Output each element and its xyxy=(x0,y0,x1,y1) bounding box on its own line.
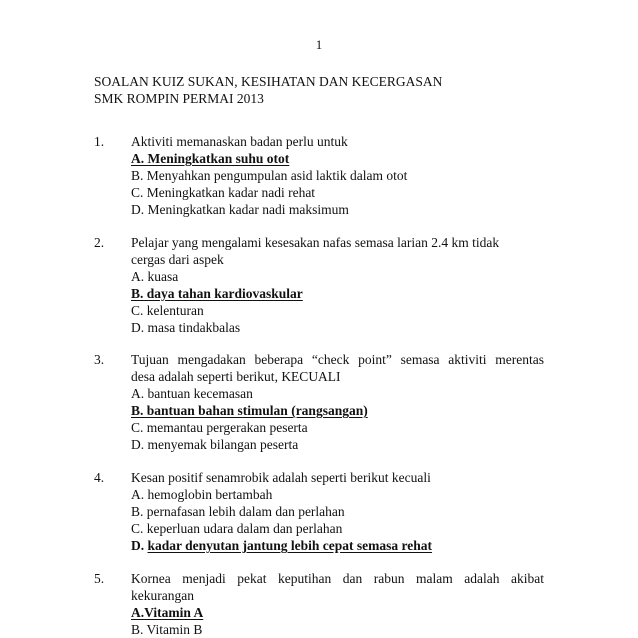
question-number: 3. xyxy=(94,352,105,367)
option-a: A. hemoglobin bertambah xyxy=(131,487,273,502)
question-text-line-1: Pelajar yang mengalami kesesakan nafas semasa larian 2.4 km tidak xyxy=(131,235,500,250)
option-a-correct: A. Meningkatkan suhu otot xyxy=(131,151,290,166)
question-text-line-1: Kornea menjadi pekat keputihan dan rabun malam adalah akibat xyxy=(131,571,544,586)
question-number: 1. xyxy=(94,134,105,149)
question-number: 5. xyxy=(94,571,105,586)
option-d-correct xyxy=(131,537,544,554)
question-number: 2. xyxy=(94,235,105,250)
option-a-correct: A.Vitamin A xyxy=(131,605,204,620)
question-3 xyxy=(94,351,544,453)
option-b: B. pernafasan lebih dalam dan perlahan xyxy=(131,504,345,519)
question-text: Aktiviti memanaskan badan perlu untuk xyxy=(131,134,348,149)
option-c: C. keperluan udara dalam dan perlahan xyxy=(131,521,343,536)
option-b-correct: B. bantuan bahan stimulan (rangsangan) xyxy=(131,403,368,418)
option-d-letter: D. xyxy=(131,538,145,553)
option-b: B. Vitamin B xyxy=(131,622,203,637)
option-d: D. Meningkatkan kadar nadi maksimum xyxy=(131,202,349,217)
question-text-line-2: cergas dari aspek xyxy=(131,252,224,267)
option-b: B. Menyahkan pengumpulan asid laktik dalam otot xyxy=(131,168,408,183)
option-a: A. bantuan kecemasan xyxy=(131,386,253,401)
question-text: Kesan positif senamrobik adalah seperti berikut kecuali xyxy=(131,470,431,485)
option-c: C. memantau pergerakan peserta xyxy=(131,420,308,435)
question-number: 4. xyxy=(94,470,105,485)
question-1 xyxy=(94,133,544,218)
question-text-line-2: desa adalah seperti berikut, KECUALI xyxy=(131,369,341,384)
option-c: C. kelenturan xyxy=(131,303,204,318)
option-d: D. masa tindakbalas xyxy=(131,320,241,335)
page-number: 1 xyxy=(315,37,323,52)
question-4 xyxy=(94,469,544,554)
option-b-correct: B. daya tahan kardiovaskular xyxy=(131,286,303,301)
option-d: D. menyemak bilangan peserta xyxy=(131,437,299,452)
option-d-text: kadar denyutan jantung lebih cepat semasa rehat xyxy=(147,538,433,553)
question-text-line-1: Tujuan mengadakan beberapa “check point” semasa aktiviti merentas xyxy=(131,352,544,367)
quiz-title: SOALAN KUIZ SUKAN, KESIHATAN DAN KECERGASAN xyxy=(94,74,443,89)
question-5 xyxy=(94,570,544,638)
question-2 xyxy=(94,234,544,336)
document-heading xyxy=(94,73,442,107)
option-a: A. kuasa xyxy=(131,269,179,284)
question-text-line-2: kekurangan xyxy=(131,588,194,603)
option-c: C. Meningkatkan kadar nadi rehat xyxy=(131,185,316,200)
school-name: SMK ROMPIN PERMAI 2013 xyxy=(94,91,264,106)
